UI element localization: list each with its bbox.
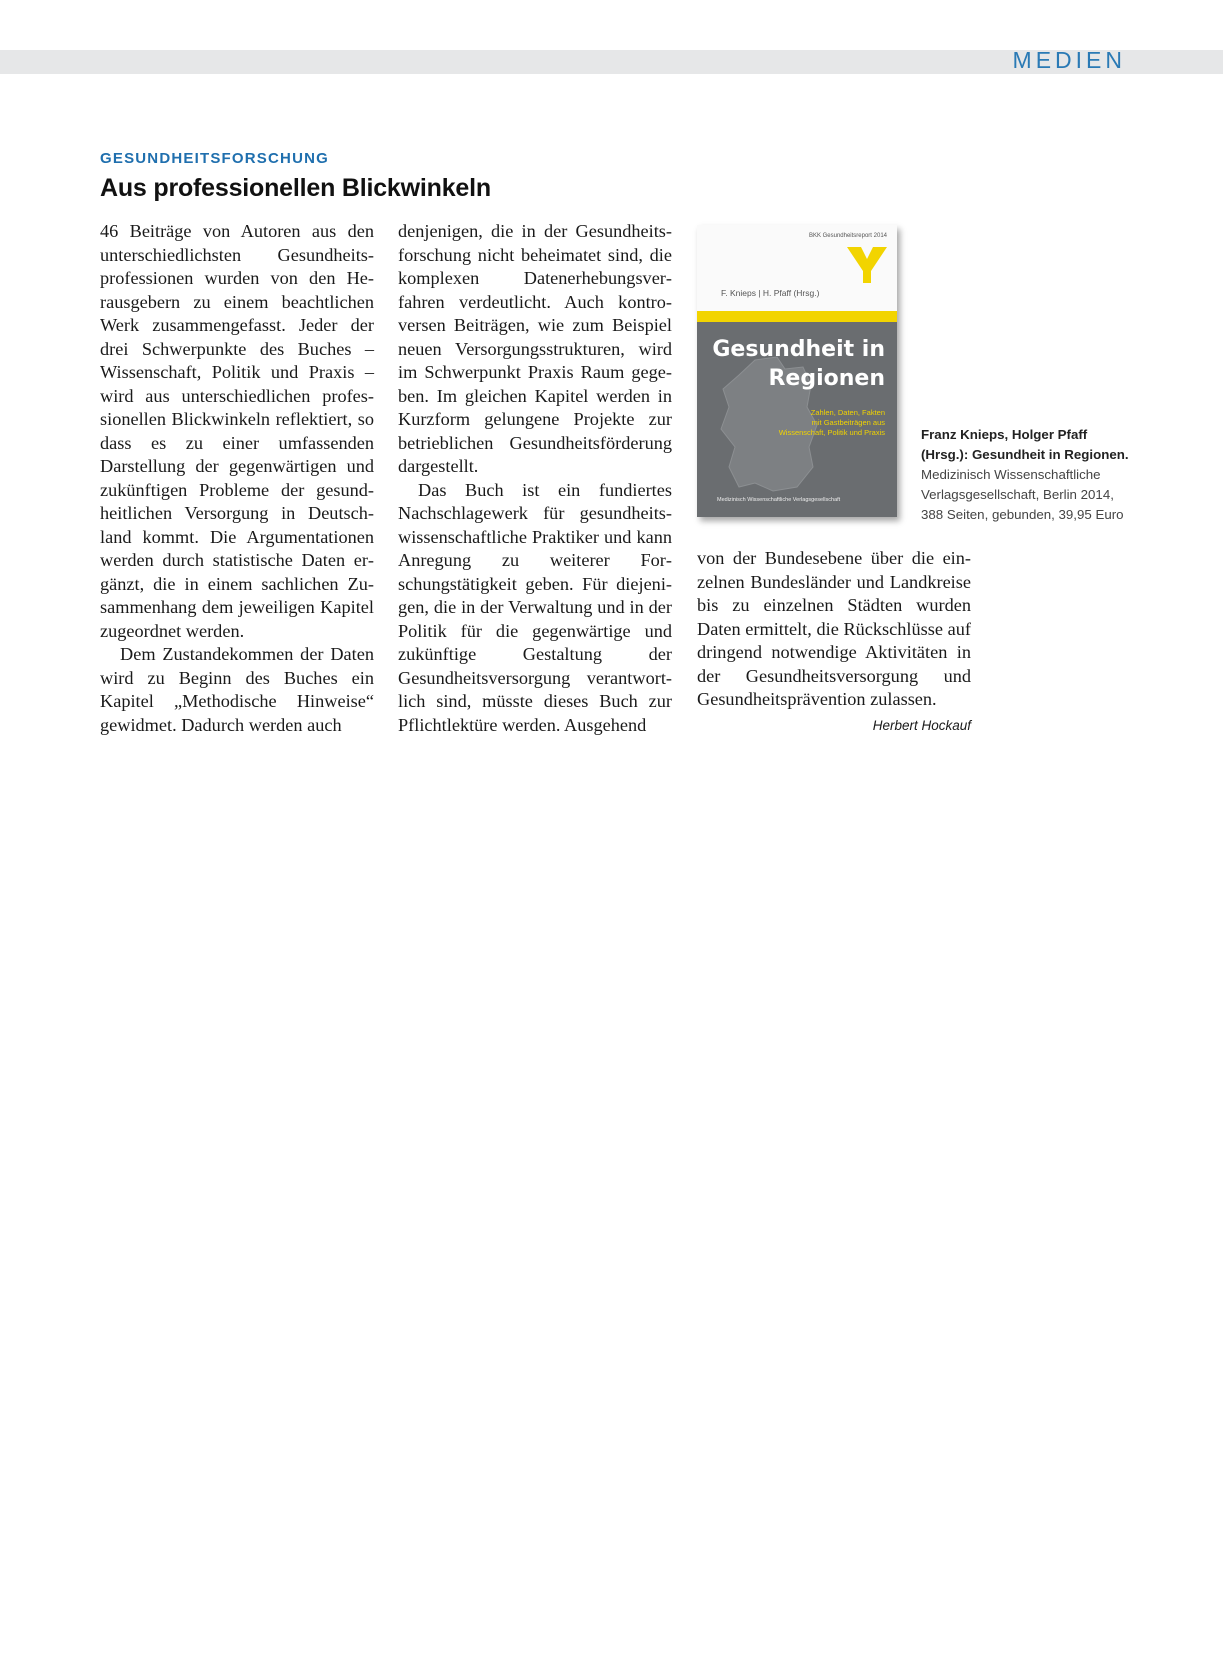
caption-line: Medizinisch Wissenschaftliche (921, 467, 1101, 482)
cover-editors: F. Knieps | H. Pfaff (Hrsg.) (721, 288, 820, 298)
caption-line: Verlagsgesellschaft, Berlin 2014, (921, 487, 1114, 502)
cover-subtitle (757, 408, 885, 438)
article-kicker: GESUNDHEITSFORSCHUNG (100, 150, 330, 167)
paragraph: 46 Beiträge von Autoren aus den unterschiedlichsten Gesundheitsprofessionen wurden von den Herausgebern zu einem beachtlichen Werk zusammengefasst. Jeder der drei Schwerpunkte des Buches – Wissenschaft, Politik und Praxis – wird aus unterschiedlichen professionellen Blickwinkeln reflektiert, so dass es zu einer umfassenden Darstellung der gegenwärtigen und zukünftigen Probleme der gesundheitlichen Versorgung in Deutschland kommt. Die Argumentationen werden durch statistische Daten ergänzt, die in einem sachlichen Zusammenhang dem jeweiligen Kapitel zugeordnet werden. (100, 221, 374, 641)
cover-subtitle-line: mit Gastbeiträgen aus (811, 418, 885, 427)
article-column-2 (398, 220, 672, 737)
paragraph: Dem Zustandekommen der Daten wird zu Beginn des Buches ein Kapitel „Methodische Hinweise“ gewidmet. Dadurch werden auch (100, 644, 374, 735)
cover-series: BKK Gesundheitsreport 2014 (808, 233, 887, 239)
article-column-3 (697, 547, 971, 737)
caption-line: 388 Seiten, gebunden, 39,95 Euro (921, 507, 1124, 522)
paragraph-text: von der Bundesebene über die einzelnen Bundesländer und Landkreise bis zu einzelnen Städten wurden Daten ermittelt, die Rückschlüsse auf dringend notwendige Aktivitäten in der Gesundheitsversorgung und Gesundheitsprävention zulassen. (697, 548, 971, 709)
caption-line: Franz Knieps, Holger Pfaff (921, 427, 1088, 442)
cover-stripe (697, 311, 897, 322)
book-caption (921, 425, 1131, 525)
article-column-1 (100, 220, 374, 737)
author-signature: Herbert Hockauf (872, 717, 971, 733)
section-label: MEDIEN (1012, 47, 1126, 73)
paragraph: denjenigen, die in der Gesundheitsforschung nicht beheimatet sind, die komplexen Datenerhebungsverfahren verdeutlicht. Auch kontroversen Beiträgen, wie zum Beispiel neuen Versorgungsstrukturen, wird im Schwerpunkt Praxis Raum gegeben. Im gleichen Kapitel werden in Kurzform gelungene Projekte zur betrieblichen Gesundheitsförderung dargestellt. (398, 221, 672, 476)
cover-publisher: Medizinisch Wissenschaftliche Verlagsgesellschaft (717, 497, 841, 503)
cover-title (707, 335, 885, 393)
bkk-logo-icon (845, 245, 889, 293)
article-headline: Aus professionellen Blickwinkeln (100, 174, 491, 202)
paragraph (697, 547, 971, 733)
cover-title-line: Gesundheit in (712, 337, 885, 362)
cover-title-line: Regionen (768, 366, 885, 391)
book-cover-image (697, 225, 897, 517)
paragraph: Das Buch ist ein fundiertes Nachschlagewerk für gesundheitswissenschaftliche Praktiker und kann Anregung zu weiterer Forschungstätigkeit geben. Für diejenigen, die in der Verwaltung und in der Politik für die gegenwärtige und zukünftige Gestaltung der Gesundheitsversorgung verantwortlich sind, müsste dieses Buch zur Pflichtlektüre werden. Ausgehend (398, 479, 672, 735)
cover-subtitle-line: Zahlen, Daten, Fakten (810, 408, 885, 417)
caption-line: (Hrsg.): Gesundheit in Regionen. (921, 447, 1129, 462)
cover-subtitle-line: Wissenschaft, Politik und Praxis (778, 428, 885, 437)
